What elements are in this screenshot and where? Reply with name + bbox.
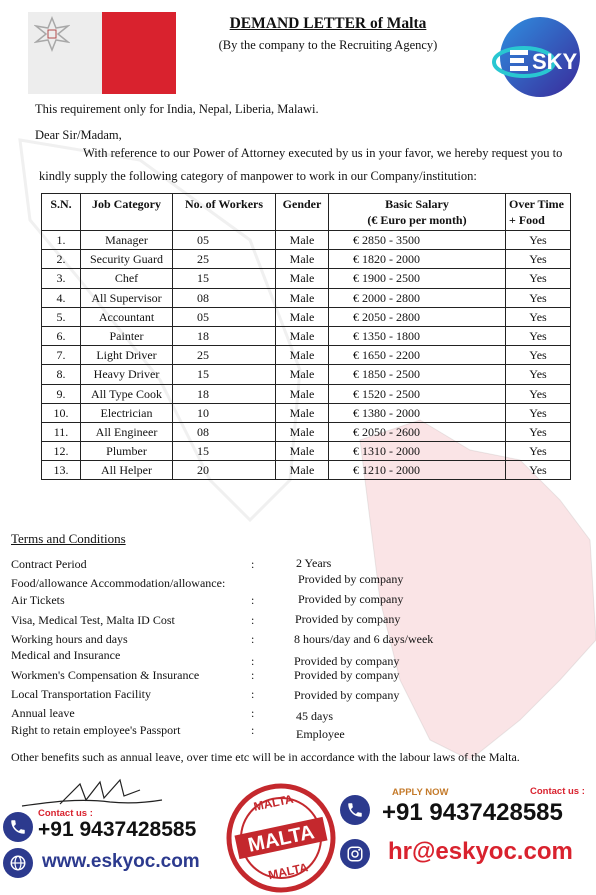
term-value: Employee	[296, 727, 345, 741]
table-row	[42, 365, 571, 384]
term-value: 45 days	[296, 709, 333, 723]
cell-job-category: Heavy Driver	[81, 365, 173, 384]
term-colon: :	[251, 668, 255, 682]
svg-text:MALTA: MALTA	[266, 860, 310, 883]
header-sn: S.N.	[42, 194, 81, 231]
cell-overtime: Yes	[506, 231, 571, 250]
cell-sn: 4.	[42, 288, 81, 307]
right-phone-number[interactable]: +91 9437428585	[382, 799, 563, 826]
table-header-row	[42, 194, 571, 231]
table-row	[42, 288, 571, 307]
cell-overtime: Yes	[506, 403, 571, 422]
cell-job-category: Accountant	[81, 307, 173, 326]
cell-gender: Male	[276, 346, 329, 365]
cell-workers: 08	[173, 288, 276, 307]
term-label: Right to retain employee's Passport	[11, 723, 181, 737]
signature	[20, 772, 165, 812]
cell-salary: € 1350 - 1800	[329, 326, 506, 345]
cell-overtime: Yes	[506, 346, 571, 365]
terms-heading: Terms and Conditions	[11, 531, 126, 546]
cell-salary: € 1900 - 2500	[329, 269, 506, 288]
term-label: Medical and Insurance	[11, 648, 121, 662]
cell-sn: 6.	[42, 326, 81, 345]
table-row	[42, 403, 571, 422]
left-phone-number[interactable]: +91 9437428585	[38, 818, 197, 841]
table-row	[42, 461, 571, 480]
phone-circle-right	[340, 795, 370, 825]
left-contact-label: Contact us :	[38, 808, 93, 819]
cell-overtime: Yes	[506, 288, 571, 307]
term-colon: :	[251, 593, 255, 607]
term-value: 8 hours/day and 6 days/week	[294, 632, 434, 646]
cell-workers: 15	[173, 365, 276, 384]
salutation: Dear Sir/Madam,	[35, 128, 122, 142]
svg-text:MALTA: MALTA	[246, 821, 317, 857]
term-colon: :	[251, 557, 255, 571]
term-label: Annual leave	[11, 706, 75, 720]
cell-workers: 25	[173, 346, 276, 365]
manpower-table	[41, 193, 571, 480]
cell-overtime: Yes	[506, 307, 571, 326]
term-colon: :	[251, 687, 255, 701]
cell-gender: Male	[276, 231, 329, 250]
cell-sn: 9.	[42, 384, 81, 403]
term-label: Food/allowance Accommodation/allowance:	[11, 576, 226, 590]
cell-salary: € 1850 - 2500	[329, 365, 506, 384]
cell-sn: 5.	[42, 307, 81, 326]
globe-circle	[3, 848, 33, 878]
term-label: Visa, Medical Test, Malta ID Cost	[11, 613, 175, 627]
cell-gender: Male	[276, 403, 329, 422]
term-label: Contract Period	[11, 557, 87, 571]
cell-job-category: Plumber	[81, 442, 173, 461]
term-colon: :	[251, 613, 255, 627]
cell-salary: € 1210 - 2000	[329, 461, 506, 480]
cell-gender: Male	[276, 442, 329, 461]
cell-salary: € 2850 - 3500	[329, 231, 506, 250]
table-row	[42, 307, 571, 326]
cell-overtime: Yes	[506, 422, 571, 441]
cell-gender: Male	[276, 461, 329, 480]
table-row	[42, 326, 571, 345]
cell-workers: 10	[173, 403, 276, 422]
cell-salary: € 2050 - 2600	[329, 422, 506, 441]
table-row	[42, 269, 571, 288]
page-subtitle: (By the company to the Recruiting Agency)	[218, 38, 438, 52]
cell-workers: 25	[173, 250, 276, 269]
cell-job-category: Manager	[81, 231, 173, 250]
phone-icon	[346, 801, 364, 819]
cell-workers: 08	[173, 422, 276, 441]
cell-sn: 3.	[42, 269, 81, 288]
cell-salary: € 2050 - 2800	[329, 307, 506, 326]
header-overtime-line2: + Food	[509, 213, 545, 227]
cell-sn: 13.	[42, 461, 81, 480]
george-cross-icon	[34, 16, 70, 52]
body-line-1: With reference to our Power of Attorney executed by us in your favor, we hereby request you to	[83, 146, 563, 160]
esky-logo	[492, 14, 584, 100]
cell-overtime: Yes	[506, 269, 571, 288]
cell-overtime: Yes	[506, 326, 571, 345]
term-value: Provided by company	[295, 612, 401, 626]
instagram-icon	[346, 845, 364, 863]
cell-sn: 10.	[42, 403, 81, 422]
cell-job-category: All Helper	[81, 461, 173, 480]
header-gender: Gender	[276, 194, 329, 231]
malta-stamp	[222, 782, 340, 895]
cell-sn: 1.	[42, 231, 81, 250]
header-overtime	[506, 194, 571, 231]
cell-sn: 2.	[42, 250, 81, 269]
term-label: Air Tickets	[11, 593, 65, 607]
globe-icon	[9, 854, 27, 872]
svg-text:MALTA: MALTA	[252, 791, 295, 814]
cell-workers: 05	[173, 231, 276, 250]
table-row	[42, 346, 571, 365]
table-row	[42, 250, 571, 269]
cell-gender: Male	[276, 384, 329, 403]
website-link[interactable]: www.eskyoc.com	[42, 851, 200, 872]
instagram-circle	[340, 839, 370, 869]
cell-workers: 18	[173, 326, 276, 345]
header-overtime-line1: Over Time	[509, 197, 564, 211]
cell-job-category: All Supervisor	[81, 288, 173, 307]
requirement-note: This requirement only for India, Nepal, Liberia, Malawi.	[35, 102, 319, 116]
cell-salary: € 2000 - 2800	[329, 288, 506, 307]
cell-workers: 18	[173, 384, 276, 403]
cell-sn: 8.	[42, 365, 81, 384]
term-label: Local Transportation Facility	[11, 687, 151, 701]
cell-sn: 12.	[42, 442, 81, 461]
cell-gender: Male	[276, 422, 329, 441]
table-row	[42, 384, 571, 403]
cell-workers: 05	[173, 307, 276, 326]
cell-sn: 11.	[42, 422, 81, 441]
term-value: Provided by company	[294, 668, 400, 682]
body-line-2: kindly supply the following category of manpower to work in our Company/institution:	[39, 169, 477, 183]
cell-gender: Male	[276, 365, 329, 384]
term-value: Provided by company	[298, 572, 404, 586]
header-salary-line1: Basic Salary	[385, 197, 449, 211]
cell-salary: € 1310 - 2000	[329, 442, 506, 461]
term-colon: :	[251, 632, 255, 646]
cell-gender: Male	[276, 269, 329, 288]
cell-gender: Male	[276, 326, 329, 345]
cell-overtime: Yes	[506, 442, 571, 461]
cell-gender: Male	[276, 307, 329, 326]
cell-salary: € 1380 - 2000	[329, 403, 506, 422]
cell-salary: € 1520 - 2500	[329, 384, 506, 403]
apply-now-label: APPLY NOW	[392, 787, 449, 798]
phone-circle-left	[3, 812, 33, 842]
cell-workers: 20	[173, 461, 276, 480]
phone-icon	[9, 818, 27, 836]
cell-overtime: Yes	[506, 250, 571, 269]
email-link[interactable]: hr@eskyoc.com	[388, 838, 573, 865]
cell-job-category: All Type Cook	[81, 384, 173, 403]
cell-workers: 15	[173, 442, 276, 461]
cell-job-category: Security Guard	[81, 250, 173, 269]
term-label: Working hours and days	[11, 632, 128, 646]
cell-gender: Male	[276, 288, 329, 307]
term-value: Provided by company	[294, 688, 400, 702]
page-title: DEMAND LETTER of Malta	[229, 15, 427, 32]
cell-sn: 7.	[42, 346, 81, 365]
header-salary-line2: (€ Euro per month)	[367, 213, 467, 227]
term-value: Provided by company	[294, 654, 400, 668]
table-row	[42, 231, 571, 250]
cell-salary: € 1820 - 2000	[329, 250, 506, 269]
cell-job-category: Painter	[81, 326, 173, 345]
cell-overtime: Yes	[506, 384, 571, 403]
cell-salary: € 1650 - 2200	[329, 346, 506, 365]
svg-text:SKY: SKY	[532, 49, 578, 74]
cell-overtime: Yes	[506, 461, 571, 480]
cell-job-category: Light Driver	[81, 346, 173, 365]
cell-job-category: Chef	[81, 269, 173, 288]
right-contact-label: Contact us :	[530, 786, 585, 797]
table-row	[42, 442, 571, 461]
term-colon: :	[251, 706, 255, 720]
header-workers: No. of Workers	[173, 194, 276, 231]
header-salary	[329, 194, 506, 231]
term-colon: :	[251, 723, 255, 737]
terms-footer-note: Other benefits such as annual leave, over time etc will be in accordance with the labour laws of the Malta.	[11, 750, 520, 764]
term-label: Workmen's Compensation & Insurance	[11, 668, 200, 682]
table-row	[42, 422, 571, 441]
cell-overtime: Yes	[506, 365, 571, 384]
header-job-category: Job Category	[81, 194, 173, 231]
cell-job-category: All Engineer	[81, 422, 173, 441]
term-colon: :	[251, 654, 255, 668]
term-value: Provided by company	[298, 592, 404, 606]
cell-workers: 15	[173, 269, 276, 288]
cell-job-category: Electrician	[81, 403, 173, 422]
cell-gender: Male	[276, 250, 329, 269]
term-value: 2 Years	[296, 556, 332, 570]
